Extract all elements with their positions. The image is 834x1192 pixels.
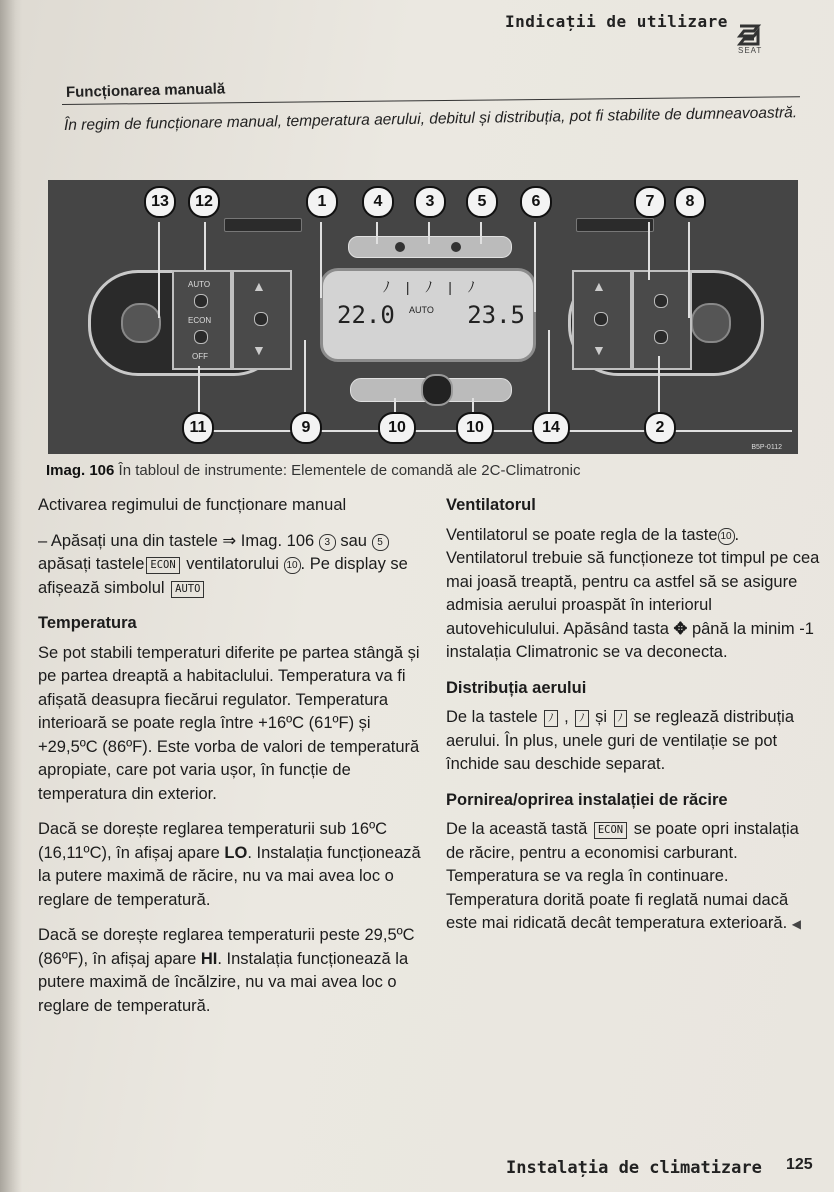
- callout-14: 14: [532, 412, 570, 444]
- manual-mode-heading: Activarea regimului de funcționare manual: [38, 496, 347, 514]
- seat-logo-icon: [736, 22, 762, 48]
- temp-down-icon: ▼: [592, 342, 606, 358]
- callout-8: 8: [674, 186, 706, 218]
- section-intro: În regim de funcționare manual, temperatura aerului, debitul și distribuția, pot fi stabilite de dumneavoastră.: [63, 104, 798, 134]
- left-temp-button[interactable]: [254, 312, 268, 326]
- ref-3: 3: [319, 534, 336, 551]
- mode-dot: [395, 242, 405, 252]
- leader-line: [534, 222, 536, 312]
- econ-chip: ECON: [594, 822, 627, 839]
- right-temp-column: [572, 270, 632, 370]
- ref-5: 5: [372, 534, 389, 551]
- windshield-vent-icon: ﾉ: [544, 710, 557, 727]
- right-column: [446, 494, 820, 949]
- rear-defrost-button[interactable]: [654, 330, 668, 344]
- temp-up-icon: ▲: [252, 278, 266, 294]
- callout-12: 12: [188, 186, 220, 218]
- display-left-temp: 22.0: [337, 301, 395, 329]
- left-button-column: [172, 270, 232, 370]
- temperature-heading: Temperatura: [38, 614, 137, 632]
- callout-3: 3: [414, 186, 446, 218]
- right-button-column: [632, 270, 692, 370]
- hi-paragraph: Dacă se dorește reglarea temperaturii peste 29,5ºC (86ºF), în afișaj apare HI. Instalația funcționează la putere maximă de încălzire, nu va mai avea loc o reglare de temperatură.: [38, 926, 415, 1015]
- econ-label: ECON: [188, 316, 212, 325]
- footer-title: Instalația de climatizare: [506, 1158, 762, 1178]
- leader-line: [428, 222, 430, 244]
- leader-line: [376, 222, 378, 244]
- auto-label: AUTO: [188, 280, 211, 289]
- ac-heading: Pornirea/oprirea instalației de răcire: [446, 790, 728, 809]
- callout-9: 9: [290, 412, 322, 444]
- lo-label: LO: [224, 843, 248, 862]
- auto-button[interactable]: [194, 294, 208, 308]
- econ-button[interactable]: [194, 330, 208, 344]
- callout-7: 7: [634, 186, 666, 218]
- callout-4: 4: [362, 186, 394, 218]
- off-label: OFF: [192, 352, 208, 361]
- ref-10: 10: [284, 557, 301, 574]
- right-knob-icon: [691, 303, 731, 343]
- leader-line: [198, 366, 200, 416]
- leader-line: [480, 222, 482, 244]
- brand-text: SEAT: [738, 46, 763, 55]
- air-distribution-bar: [348, 236, 512, 258]
- callout-6: 6: [520, 186, 552, 218]
- figure-code: B5P-0112: [751, 444, 782, 451]
- manual-mode-step: – Apăsați una din tastele ⇒ Imag. 106 3 sau 5 apăsați tastele ECON ventilatorului 10 . Pe display se afișează simbolul AUTO: [38, 531, 408, 597]
- leader-line: [548, 330, 550, 416]
- econ-chip: ECON: [146, 557, 179, 574]
- leader-line: [204, 222, 206, 270]
- distribution-paragraph: De la tastele ﾉ , ﾉ și ﾉ se reglează distribuția aerului. În plus, unele guri de ventilație se pot închide sau deschide separat.: [446, 708, 795, 773]
- temp-up-icon: ▲: [592, 278, 606, 294]
- caption-text: În tabloul de instrumente: Elementele de comandă ale 2C-Climatronic: [118, 462, 581, 479]
- defrost-button[interactable]: [654, 294, 668, 308]
- leader-line: [688, 222, 690, 318]
- distribution-heading: Distribuția aerului: [446, 678, 587, 697]
- lo-paragraph: Dacă se dorește reglarea temperaturii sub 16ºC (16,11ºC), în afișaj apare LO. Instalația funcționează la putere maximă de răcire, nu va mai avea loc o reglare de temperatură.: [38, 820, 421, 909]
- left-column: [38, 494, 428, 1030]
- top-slot-left: [224, 218, 302, 232]
- display-auto: AUTO: [409, 305, 434, 315]
- callout-10: 10: [456, 412, 494, 444]
- display-mode-icons: ﾉ | ﾉ | ﾉ: [383, 279, 481, 295]
- figure-caption: [46, 462, 580, 479]
- fan-control-bar: [350, 378, 512, 402]
- callout-1: 1: [306, 186, 338, 218]
- page-number: 125: [786, 1156, 813, 1173]
- foot-vent-icon: ﾉ: [614, 710, 627, 727]
- leader-line: [304, 340, 306, 416]
- leader-line: [320, 222, 322, 298]
- callout-10: 10: [378, 412, 416, 444]
- top-slot-right: [576, 218, 654, 232]
- mode-dot: [451, 242, 461, 252]
- ventilator-heading: Ventilatorul: [446, 496, 536, 514]
- ref-10: 10: [718, 528, 735, 545]
- display-right-temp: 23.5: [467, 301, 525, 329]
- fan-icon: ✥: [673, 619, 688, 638]
- header-title: Indicații de utilizare: [505, 12, 728, 31]
- temperature-paragraph: Se pot stabili temperaturi diferite pe partea stângă și pe partea dreaptă a habitaclului. Temperatura va fi afișată deasupra fiecărui regulator. Temperatura interioară se poate regla între +16ºC (61ºF) și +29,5ºC (86ºF). Este vorba de valori de temperatură apropiate, care pot varia ușor, în funcție de temperatura din exterior.: [38, 643, 420, 803]
- lcd-display: [320, 268, 536, 362]
- leader-line: [658, 356, 660, 416]
- right-temp-button[interactable]: [594, 312, 608, 326]
- climatronic-figure: [48, 180, 798, 454]
- leader-line: [648, 222, 650, 280]
- end-marker-icon: ◀: [791, 917, 801, 931]
- fan-knob[interactable]: [421, 374, 453, 406]
- temp-down-icon: ▼: [252, 342, 266, 358]
- hi-label: HI: [200, 949, 218, 968]
- callout-5: 5: [466, 186, 498, 218]
- callout-11: 11: [182, 412, 214, 444]
- section-title: Funcționarea manuală: [65, 80, 226, 101]
- leader-line: [158, 222, 160, 318]
- callout-13: 13: [144, 186, 176, 218]
- ac-paragraph: De la această tastă ECON se poate opri instalația de răcire, pentru a economisi carburant. Temperatura se va regla în continuare. Temperatura dorită poate fi reglată numai dacă este mai ridicată decât temperatura exterioară. ◀: [446, 820, 801, 932]
- ventilator-paragraph: Ventilatorul se poate regla de la taste 10 . Ventilatorul trebuie să funcționeze tot timpul pe cea mai joasă treaptă, pentru ca astfel să se asigure admisia aerului proaspăt în interiorul autovehiculului. Apăsând tasta ✥ până la minim -1 instalația Climatronic se va deconecta.: [446, 525, 820, 661]
- caption-label: Imag. 106: [46, 462, 115, 479]
- page-binding-shadow: [0, 0, 22, 1192]
- face-vent-icon: ﾉ: [575, 710, 588, 727]
- auto-chip: AUTO: [171, 581, 204, 598]
- callout-2: 2: [644, 412, 676, 444]
- left-temp-column: [232, 270, 292, 370]
- left-knob-icon: [121, 303, 161, 343]
